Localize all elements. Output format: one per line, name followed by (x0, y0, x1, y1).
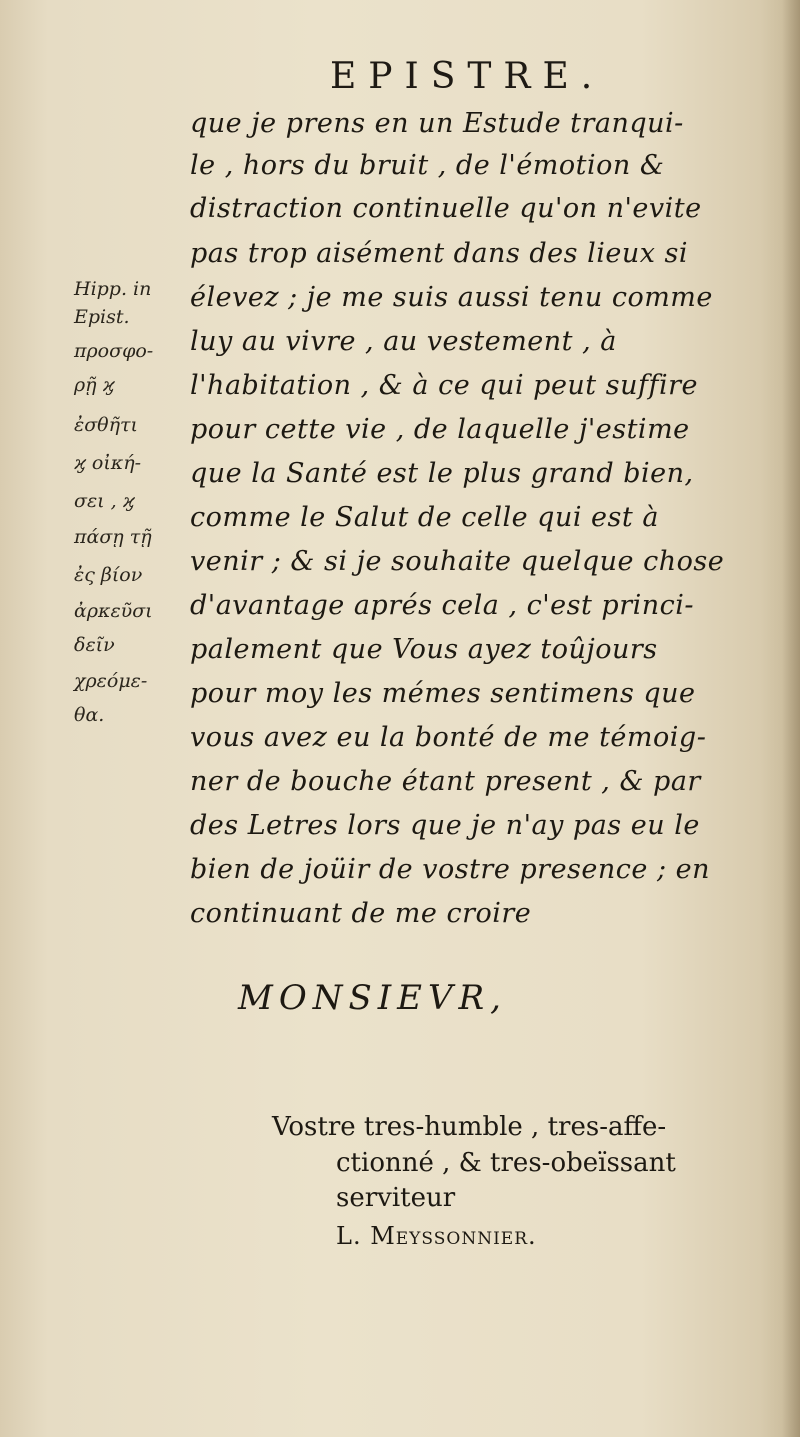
body-line-18: bien de joüir de vostre presence ; en (190, 854, 711, 885)
margin-note-9: ἐς βίον (74, 564, 143, 586)
margin-note-7: σει , ϗ (74, 490, 135, 512)
margin-note-1: Hipp. in (74, 278, 152, 300)
body-line-19: continuant de me croire (190, 898, 532, 929)
closing-line-3: serviteur (336, 1183, 456, 1213)
closing-line-1: Vostre tres-humble , tres-affe- (272, 1112, 667, 1142)
body-line-12: d'avantage aprés cela , c'est princi- (190, 590, 695, 621)
margin-note-4: ρῇ ϗ (74, 374, 115, 396)
margin-note-13: θα. (74, 704, 105, 726)
body-line-1: que je prens en un Estude tranqui- (190, 108, 684, 139)
margin-note-10: ἀρκεῦσι (74, 600, 153, 622)
body-line-3: distraction continuelle qu'on n'evite (190, 193, 702, 224)
margin-note-8: πάσῃ τῇ (74, 526, 152, 548)
body-line-6: luy au vivre , au vestement , à (190, 326, 617, 357)
body-line-11: venir ; & si je souhaite quelque chose (190, 546, 725, 577)
body-line-4: pas trop aisément dans des lieux si (190, 238, 689, 269)
body-line-8: pour cette vie , de laquelle j'estime (190, 414, 690, 445)
body-line-14: pour moy les mémes sentimens que (190, 678, 696, 709)
signature: L. Meyssonnier. (336, 1222, 537, 1250)
closing-line-2: ctionné , & tres-obeïssant (336, 1148, 676, 1178)
body-line-13: palement que Vous ayez toûjours (190, 634, 658, 665)
body-line-5: élevez ; je me suis aussi tenu comme (190, 282, 713, 313)
running-head: EPISTRE. (330, 56, 605, 97)
margin-note-2: Epist. (74, 306, 130, 328)
body-line-10: comme le Salut de celle qui est à (190, 502, 659, 533)
body-line-16: ner de bouche étant present , & par (190, 766, 701, 797)
body-line-2: le , hors du bruit , de l'émotion & (190, 150, 665, 181)
body-line-9: que la Santé est le plus grand bien, (190, 458, 694, 489)
body-line-17: des Letres lors que je n'ay pas eu le (190, 810, 700, 841)
margin-note-12: χρεόμε- (74, 670, 148, 692)
body-line-7: l'habitation , & à ce qui peut suffire (190, 370, 698, 401)
margin-note-6: ϗ οἰκή- (74, 452, 142, 474)
margin-note-11: δεῖν (74, 634, 115, 656)
body-line-15: vous avez eu la bonté de me témoig- (190, 722, 707, 753)
salutation: MONSIEVR, (238, 978, 507, 1018)
margin-note-3: προσφο- (74, 340, 154, 362)
margin-note-5: ἐσθῆτι (74, 414, 138, 436)
